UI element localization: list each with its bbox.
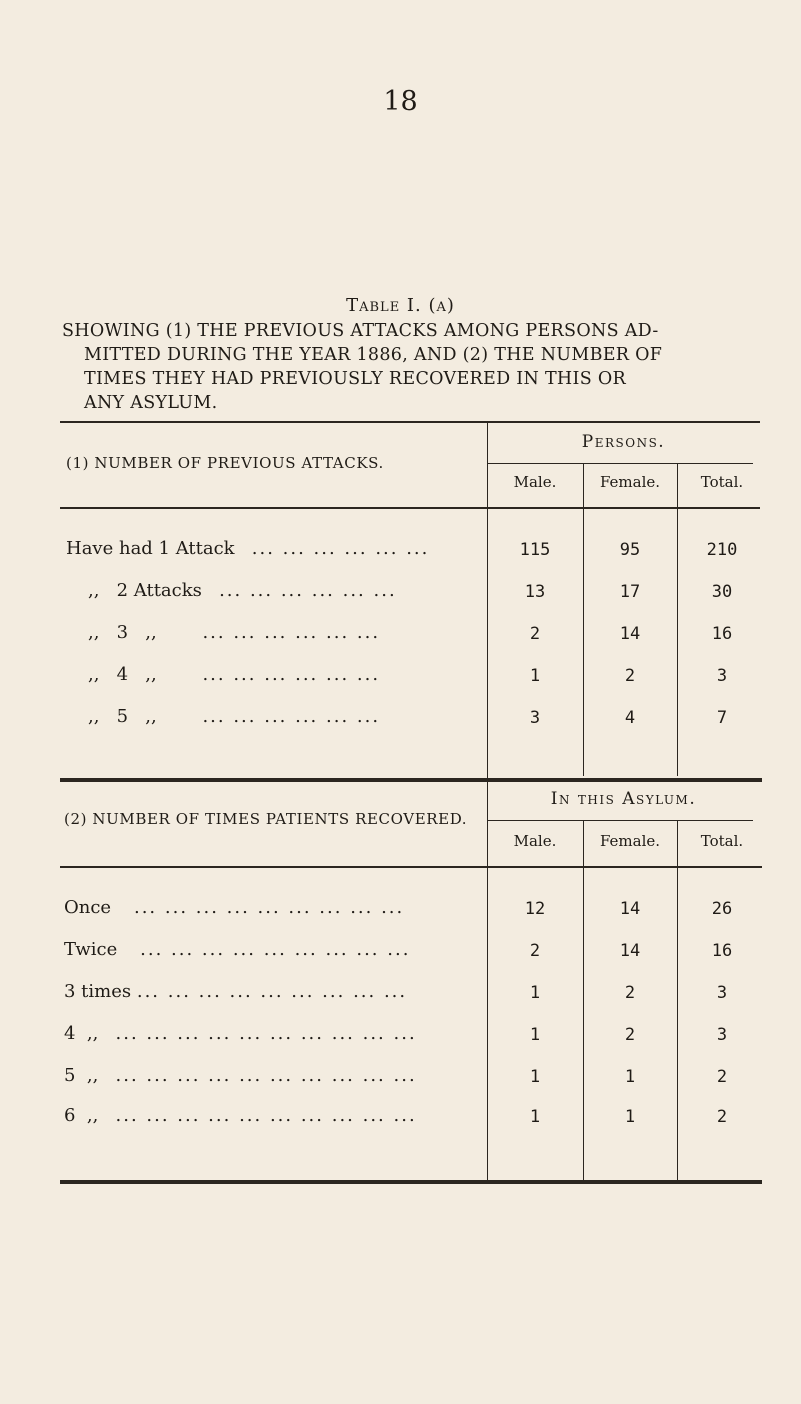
cell-male: 1 xyxy=(529,1025,541,1045)
row-label: 6 ,, xyxy=(64,1105,99,1126)
cell-female: 95 xyxy=(619,540,641,560)
cell-female: 14 xyxy=(619,941,641,961)
cell-male: 1 xyxy=(529,1067,541,1087)
cell-female: 1 xyxy=(624,1067,636,1087)
leader-dots: ... ... ... ... ... ... ... ... ... xyxy=(140,939,411,960)
col-female-1: Female. xyxy=(599,473,661,491)
row-label: ,, 2 Attacks xyxy=(88,580,202,601)
col-male-1: Male. xyxy=(513,473,557,491)
page-number: 18 xyxy=(383,86,418,117)
persons-heading: Persons. xyxy=(581,432,666,452)
rule-group-2 xyxy=(487,820,753,821)
cell-female: 17 xyxy=(619,582,641,602)
cell-female: 14 xyxy=(619,624,641,644)
section-1-heading: (1) NUMBER OF PREVIOUS ATTACKS. xyxy=(66,454,384,472)
row-label: 5 ,, xyxy=(64,1065,99,1086)
vline-1b xyxy=(583,464,584,776)
rule-section-divider xyxy=(60,778,762,782)
row-label: 3 times xyxy=(64,981,132,1002)
caption-line-2: MITTED DURING THE YEAR 1886, AND (2) THE NUMBER OF xyxy=(84,345,663,365)
cell-total: 30 xyxy=(711,582,733,602)
cell-male: 2 xyxy=(529,941,541,961)
leader-dots: ... ... ... ... ... ... xyxy=(202,706,381,727)
cell-male: 115 xyxy=(519,540,551,560)
col-male-2: Male. xyxy=(513,832,557,850)
row-label: Twice xyxy=(64,939,118,960)
leader-dots: ... ... ... ... ... ... ... ... ... ... xyxy=(115,1105,417,1126)
leader-dots: ... ... ... ... ... ... ... ... ... xyxy=(133,897,405,918)
leader-dots: ... ... ... ... ... ... xyxy=(219,580,397,601)
row-label: 4 ,, xyxy=(64,1023,99,1044)
cell-total: 2 xyxy=(716,1067,728,1087)
row-label: ,, 3 ,, xyxy=(88,622,157,643)
rule-group-1 xyxy=(487,463,753,464)
cell-total: 2 xyxy=(716,1107,728,1127)
cell-male: 2 xyxy=(529,624,541,644)
cell-total: 3 xyxy=(716,666,728,686)
rule-bottom xyxy=(60,1180,762,1184)
cell-female: 2 xyxy=(624,666,636,686)
cell-male: 13 xyxy=(524,582,546,602)
asylum-heading: In this Asylum. xyxy=(550,789,697,809)
cell-total: 16 xyxy=(711,941,733,961)
cell-female: 4 xyxy=(624,708,636,728)
cell-total: 3 xyxy=(716,983,728,1003)
cell-female: 2 xyxy=(624,1025,636,1045)
section-2-heading: (2) NUMBER OF TIMES PATIENTS RECOVERED. xyxy=(64,810,468,828)
cell-total: 26 xyxy=(711,899,733,919)
row-label: Once xyxy=(64,897,112,918)
cell-male: 1 xyxy=(529,666,541,686)
cell-female: 1 xyxy=(624,1107,636,1127)
cell-total: 7 xyxy=(716,708,728,728)
leader-dots: ... ... ... ... ... ... xyxy=(251,538,430,559)
cell-female: 2 xyxy=(624,983,636,1003)
caption-line-4: ANY ASYLUM. xyxy=(84,393,218,413)
rule-head-2 xyxy=(60,866,762,868)
row-label: ,, 5 ,, xyxy=(88,706,157,727)
cell-total: 3 xyxy=(716,1025,728,1045)
cell-total: 210 xyxy=(706,540,738,560)
row-label: Have had 1 Attack xyxy=(66,538,235,559)
leader-dots: ... ... ... ... ... ... xyxy=(202,664,381,685)
caption-line-1: SHOWING (1) THE PREVIOUS ATTACKS AMONG PERSONS AD- xyxy=(62,321,659,341)
row-label: ,, 4 ,, xyxy=(88,664,157,685)
leader-dots: ... ... ... ... ... ... ... ... ... ... xyxy=(115,1065,417,1086)
cell-female: 14 xyxy=(619,899,641,919)
cell-male: 1 xyxy=(529,983,541,1003)
leader-dots: ... ... ... ... ... ... ... ... ... xyxy=(136,981,408,1002)
cell-male: 12 xyxy=(524,899,546,919)
col-total-1: Total. xyxy=(700,473,744,491)
vline-1c xyxy=(677,464,678,776)
rule-head-1 xyxy=(60,507,760,509)
table-caption xyxy=(62,319,762,415)
rule-top xyxy=(60,421,760,423)
cell-total: 16 xyxy=(711,624,733,644)
cell-male: 3 xyxy=(529,708,541,728)
leader-dots: ... ... ... ... ... ... xyxy=(202,622,381,643)
col-total-2: Total. xyxy=(700,832,744,850)
leader-dots: ... ... ... ... ... ... ... ... ... ... xyxy=(115,1023,417,1044)
col-female-2: Female. xyxy=(599,832,661,850)
caption-line-3: TIMES THEY HAD PREVIOUSLY RECOVERED IN THIS OR xyxy=(84,369,626,389)
table-title: Table I. (a) xyxy=(346,295,455,316)
cell-male: 1 xyxy=(529,1107,541,1127)
